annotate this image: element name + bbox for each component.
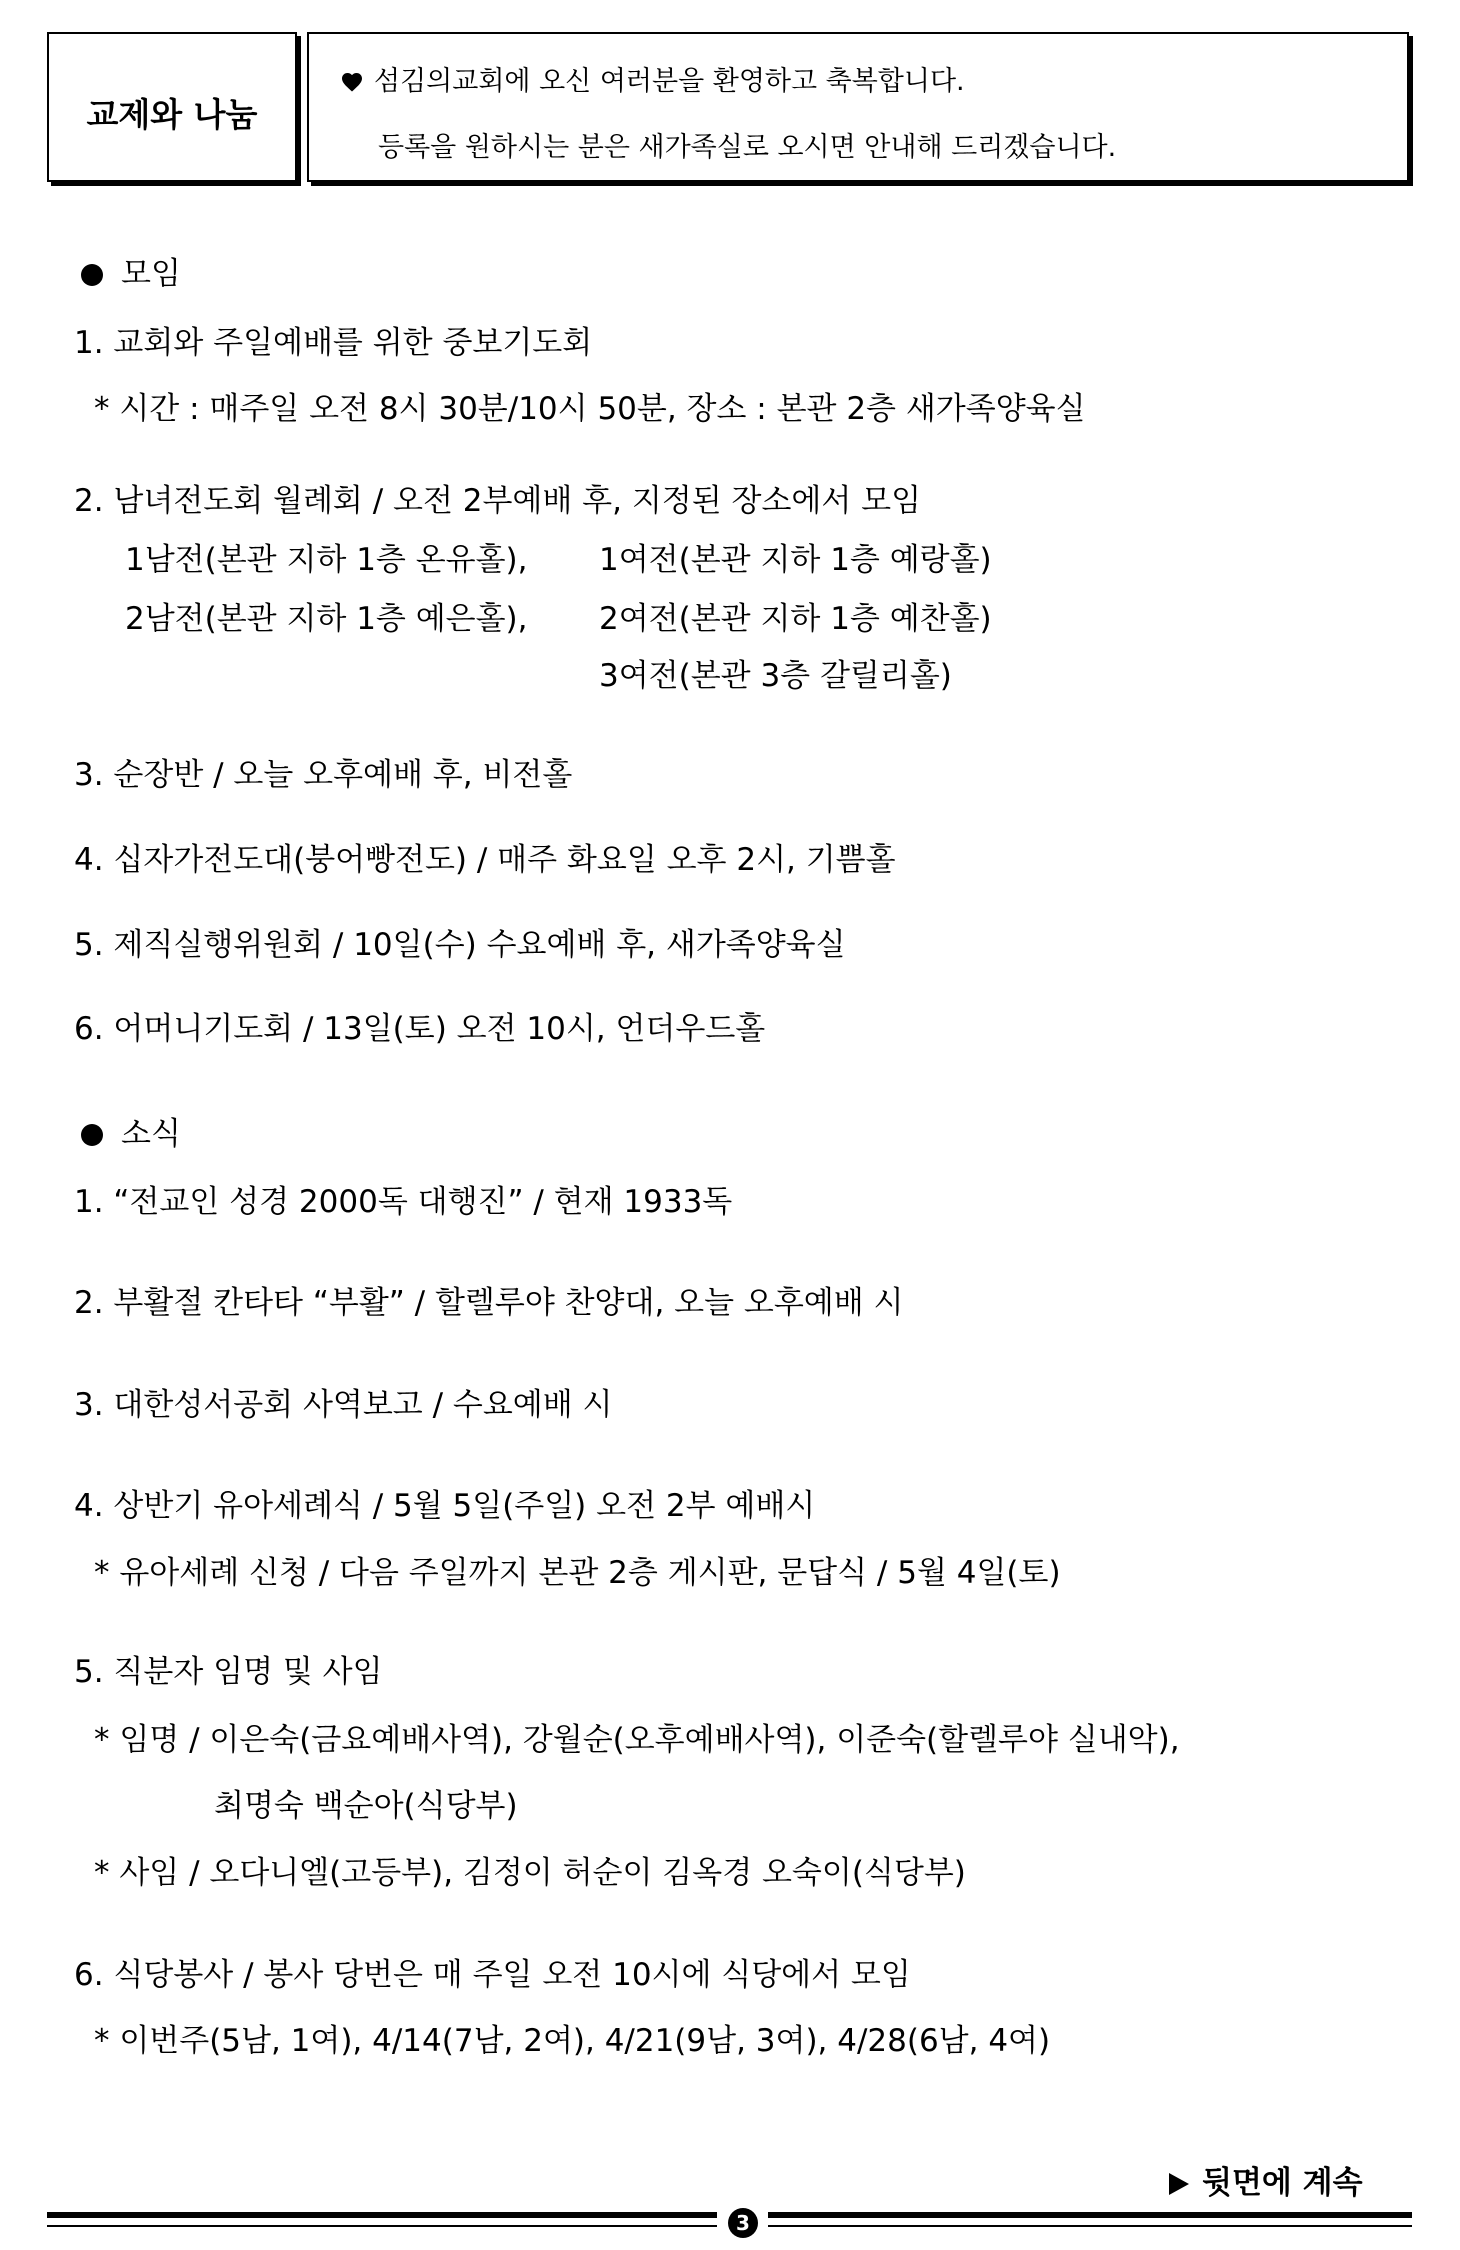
filled-circle-bullet-icon xyxy=(81,1124,103,1146)
news-heading: 소식 xyxy=(121,1116,181,1152)
section-title: 교제와 나눔 xyxy=(86,95,258,134)
news-item-5-note: * 임명 / 이은숙(금요예배사역), 강월순(오후예배사역), 이준숙(할렐루야 실내악), xyxy=(94,1722,1180,1758)
meetings-heading: 모임 xyxy=(121,256,181,292)
mission-group-entry: 1남전(본관 지하 1층 온유홀), xyxy=(125,542,528,578)
welcome-box xyxy=(307,32,1409,182)
news-item-4-note: * 유아세례 신청 / 다음 주일까지 본관 2층 게시판, 문답식 / 5월 4일(토) xyxy=(94,1555,1061,1591)
footer-rule-left-thin xyxy=(47,2225,717,2227)
welcome-line-1: 섬김의교회에 오신 여러분을 환영하고 축복합니다. xyxy=(374,66,965,97)
page-number-badge: 3 xyxy=(728,2208,758,2238)
continue-label: 뒷면에 계속 xyxy=(1202,2165,1363,2201)
meeting-item-5-title: 5. 제직실행위원회 / 10일(수) 수요예배 후, 새가족양육실 xyxy=(74,927,846,963)
heart-icon xyxy=(340,70,364,94)
news-item-6-note: * 이번주(5남, 1여), 4/14(7남, 2여), 4/21(9남, 3여), 4/28(6남, 4여) xyxy=(94,2023,1051,2059)
mission-group-entry: 2남전(본관 지하 1층 예은홀), xyxy=(125,601,528,637)
footer-rule-right xyxy=(768,2212,1412,2218)
news-item-6-title: 6. 식당봉사 / 봉사 당번은 매 주일 오전 10시에 식당에서 모임 xyxy=(74,1957,911,1993)
news-item-5-note: * 사임 / 오다니엘(고등부), 김정이 허순이 김옥경 오숙이(식당부) xyxy=(94,1855,966,1891)
mission-group-entry: 1여전(본관 지하 1층 예랑홀) xyxy=(599,542,992,578)
news-item-5-title: 5. 직분자 임명 및 사임 xyxy=(74,1654,383,1690)
meeting-item-2-title: 2. 남녀전도회 월례회 / 오전 2부예배 후, 지정된 장소에서 모임 xyxy=(74,483,922,519)
right-pointing-triangle-icon xyxy=(1169,2173,1189,2195)
news-item-4-title: 4. 상반기 유아세례식 / 5월 5일(주일) 오전 2부 예배시 xyxy=(74,1488,816,1524)
meeting-item-6-title: 6. 어머니기도회 / 13일(토) 오전 10시, 언더우드홀 xyxy=(74,1011,766,1047)
news-item-5-note: 최명숙 백순아(식당부) xyxy=(214,1788,518,1824)
news-item-1-title: 1. “전교인 성경 2000독 대행진” / 현재 1933독 xyxy=(74,1184,733,1220)
footer-rule-right-thin xyxy=(768,2225,1412,2227)
footer-rule-left xyxy=(47,2212,717,2218)
section-title-box xyxy=(47,32,297,182)
meeting-item-1-note: * 시간 : 매주일 오전 8시 30분/10시 50분, 장소 : 본관 2층 새가족양육실 xyxy=(94,391,1086,427)
meeting-item-4-title: 4. 십자가전도대(붕어빵전도) / 매주 화요일 오후 2시, 기쁨홀 xyxy=(74,842,896,878)
filled-circle-bullet-icon xyxy=(81,264,103,286)
mission-group-entry: 3여전(본관 3층 갈릴리홀) xyxy=(599,658,952,694)
meeting-item-3-title: 3. 순장반 / 오늘 오후예배 후, 비전홀 xyxy=(74,757,573,793)
meeting-item-1-title: 1. 교회와 주일예배를 위한 중보기도회 xyxy=(74,325,593,361)
news-item-3-title: 3. 대한성서공회 사역보고 / 수요예배 시 xyxy=(74,1387,613,1423)
welcome-line-2: 등록을 원하시는 분은 새가족실로 오시면 안내해 드리겠습니다. xyxy=(378,132,1117,163)
mission-group-entry: 2여전(본관 지하 1층 예찬홀) xyxy=(599,601,992,637)
news-item-2-title: 2. 부활절 칸타타 “부활” / 할렐루야 찬양대, 오늘 오후예배 시 xyxy=(74,1285,904,1321)
